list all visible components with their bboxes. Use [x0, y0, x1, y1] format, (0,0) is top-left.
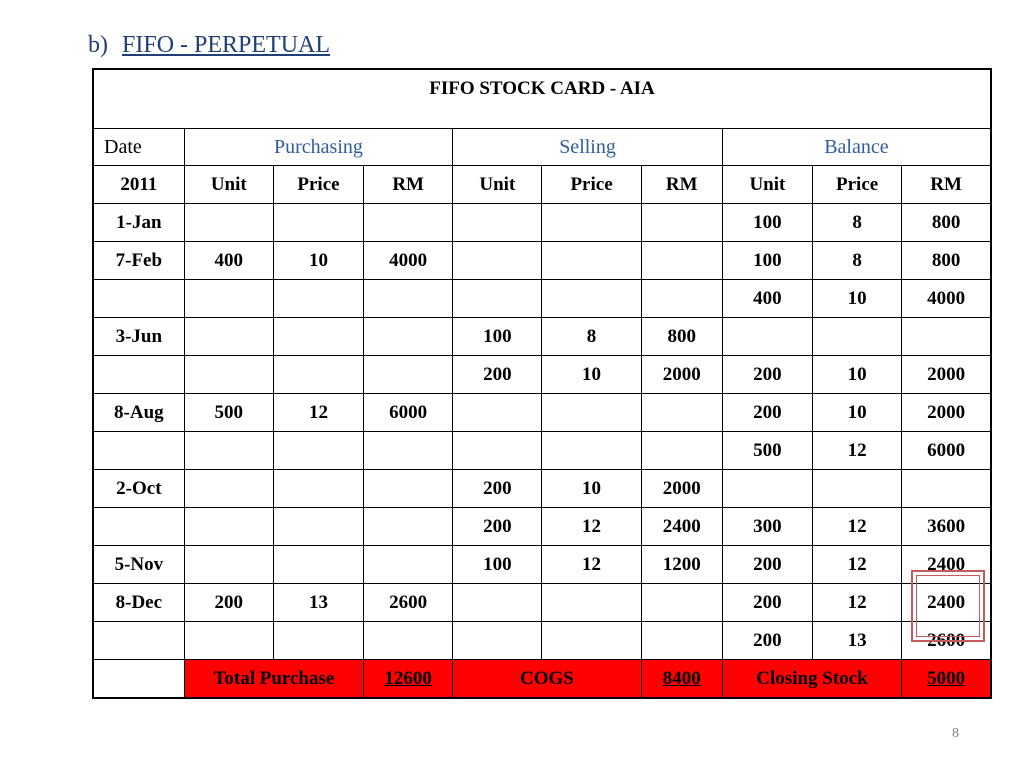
total-purchase-label: Total Purchase — [184, 660, 363, 699]
date-cell — [93, 622, 184, 660]
table-cell — [184, 432, 273, 470]
table-cell: 10 — [542, 470, 641, 508]
table-cell: 6000 — [364, 394, 453, 432]
table-cell: 12 — [813, 432, 902, 470]
table-cell — [184, 356, 273, 394]
header-balance: Balance — [722, 129, 991, 166]
table-cell — [364, 280, 453, 318]
table-cell — [273, 356, 363, 394]
table-cell — [273, 432, 363, 470]
date-cell — [93, 432, 184, 470]
closing-stock-value: 5000 — [902, 660, 991, 699]
fifo-stock-card-table — [92, 68, 992, 699]
table-cell: 4000 — [902, 280, 991, 318]
sub-header-cell: Unit — [722, 166, 812, 204]
table-cell — [273, 280, 363, 318]
table-cell — [813, 470, 902, 508]
table-cell: 200 — [453, 356, 542, 394]
table-cell: 2400 — [902, 584, 991, 622]
table-cell — [273, 622, 363, 660]
table-cell — [364, 508, 453, 546]
sub-header-cell: Unit — [453, 166, 542, 204]
table-cell: 12 — [813, 546, 902, 584]
table-cell — [273, 318, 363, 356]
table-cell: 800 — [902, 204, 991, 242]
table-row — [93, 584, 991, 622]
table-cell: 2600 — [364, 584, 453, 622]
table-cell — [184, 204, 273, 242]
table-cell: 10 — [273, 242, 363, 280]
date-cell: 3-Jun — [93, 318, 184, 356]
sub-header-cell: RM — [641, 166, 722, 204]
table-cell: 400 — [722, 280, 812, 318]
table-cell — [364, 318, 453, 356]
table-row — [93, 280, 991, 318]
date-cell: 8-Dec — [93, 584, 184, 622]
table-cell — [453, 584, 542, 622]
table-cell — [364, 204, 453, 242]
table-cell: 100 — [453, 318, 542, 356]
table-cell — [273, 204, 363, 242]
table-cell: 8 — [813, 204, 902, 242]
date-cell: 8-Aug — [93, 394, 184, 432]
highlight-box — [911, 570, 985, 642]
table-row — [93, 242, 991, 280]
table-row — [93, 546, 991, 584]
heading-label: b) — [88, 32, 108, 58]
table-row — [93, 622, 991, 660]
table-cell — [542, 622, 641, 660]
date-cell — [93, 508, 184, 546]
totals-row — [93, 660, 991, 699]
table-cell: 8 — [542, 318, 641, 356]
table-row — [93, 470, 991, 508]
table-cell — [641, 280, 722, 318]
table-cell: 800 — [902, 242, 991, 280]
closing-stock-label: Closing Stock — [722, 660, 901, 699]
sub-header-cell: Unit — [184, 166, 273, 204]
table-cell — [184, 546, 273, 584]
table-cell: 400 — [184, 242, 273, 280]
table-cell: 12 — [813, 508, 902, 546]
table-cell: 13 — [273, 584, 363, 622]
table-cell: 2600 — [902, 622, 991, 660]
total-purchase-value: 12600 — [364, 660, 453, 699]
date-cell: 7-Feb — [93, 242, 184, 280]
date-cell — [93, 356, 184, 394]
table-cell — [542, 584, 641, 622]
table-cell: 200 — [722, 584, 812, 622]
table-cell — [641, 242, 722, 280]
table-cell — [364, 356, 453, 394]
table-cell — [641, 622, 722, 660]
heading-title: FIFO - PERPETUAL — [122, 32, 331, 58]
table-cell: 300 — [722, 508, 812, 546]
table-row — [93, 432, 991, 470]
table-cell: 100 — [453, 546, 542, 584]
table-cell — [641, 204, 722, 242]
table-cell — [722, 470, 812, 508]
table-cell — [364, 546, 453, 584]
table-cell — [184, 280, 273, 318]
header-purchasing: Purchasing — [184, 129, 453, 166]
table-cell — [453, 622, 542, 660]
table-cell: 12 — [813, 584, 902, 622]
table-cell: 200 — [453, 470, 542, 508]
table-cell — [453, 280, 542, 318]
table-cell: 6000 — [902, 432, 991, 470]
header-date: Date — [93, 129, 184, 166]
table-cell: 2000 — [902, 394, 991, 432]
table-cell — [542, 204, 641, 242]
table-cell — [184, 508, 273, 546]
table-cell: 12 — [273, 394, 363, 432]
sub-header-row — [93, 166, 991, 204]
table-cell: 13 — [813, 622, 902, 660]
table-cell — [542, 394, 641, 432]
table-cell — [641, 432, 722, 470]
sub-header-cell: Price — [813, 166, 902, 204]
table-cell: 100 — [722, 204, 812, 242]
date-cell: 1-Jan — [93, 204, 184, 242]
table-cell — [641, 584, 722, 622]
table-cell: 100 — [722, 242, 812, 280]
table-cell: 200 — [453, 508, 542, 546]
date-cell: 5-Nov — [93, 546, 184, 584]
table-cell — [902, 318, 991, 356]
table-cell: 200 — [184, 584, 273, 622]
table-cell — [722, 318, 812, 356]
table-cell — [902, 470, 991, 508]
table-cell: 2400 — [902, 546, 991, 584]
table-cell — [453, 394, 542, 432]
table-cell: 2400 — [641, 508, 722, 546]
table-cell: 3600 — [902, 508, 991, 546]
table-cell: 1200 — [641, 546, 722, 584]
cogs-value: 8400 — [641, 660, 722, 699]
table-cell: 500 — [722, 432, 812, 470]
table-cell — [453, 204, 542, 242]
sub-header-cell: Price — [542, 166, 641, 204]
table-cell — [542, 432, 641, 470]
table-row — [93, 394, 991, 432]
table-row — [93, 508, 991, 546]
sub-header-cell: 2011 — [93, 166, 184, 204]
table-cell: 10 — [813, 280, 902, 318]
table-cell — [273, 546, 363, 584]
table-cell: 2000 — [641, 356, 722, 394]
table-cell — [184, 470, 273, 508]
table-cell: 12 — [542, 546, 641, 584]
page-number: 8 — [952, 726, 959, 741]
table-cell: 800 — [641, 318, 722, 356]
table-title: FIFO STOCK CARD - AIA — [93, 69, 991, 129]
slide-heading — [88, 32, 330, 59]
date-cell — [93, 280, 184, 318]
table-row — [93, 204, 991, 242]
table-cell — [813, 318, 902, 356]
table-cell — [364, 432, 453, 470]
table-row — [93, 356, 991, 394]
table-cell: 12 — [542, 508, 641, 546]
table-cell: 10 — [813, 356, 902, 394]
sub-header-cell: Price — [273, 166, 363, 204]
table-cell — [364, 470, 453, 508]
table-cell — [364, 622, 453, 660]
table-cell: 4000 — [364, 242, 453, 280]
sub-header-cell: RM — [364, 166, 453, 204]
table-cell — [453, 242, 542, 280]
table-cell — [273, 508, 363, 546]
totals-empty-cell — [93, 660, 184, 699]
table-cell: 10 — [813, 394, 902, 432]
table-cell — [453, 432, 542, 470]
table-cell — [641, 394, 722, 432]
table-cell — [542, 242, 641, 280]
table-cell: 10 — [542, 356, 641, 394]
cogs-label: COGS — [453, 660, 641, 699]
date-cell: 2-Oct — [93, 470, 184, 508]
table-cell: 200 — [722, 356, 812, 394]
table-cell: 500 — [184, 394, 273, 432]
sub-header-cell: RM — [902, 166, 991, 204]
table-cell — [184, 318, 273, 356]
table-cell: 200 — [722, 546, 812, 584]
header-selling: Selling — [453, 129, 723, 166]
table-row — [93, 318, 991, 356]
table-cell — [184, 622, 273, 660]
table-cell — [542, 280, 641, 318]
table-cell: 200 — [722, 394, 812, 432]
table-cell: 2000 — [641, 470, 722, 508]
table-cell: 8 — [813, 242, 902, 280]
table-cell: 2000 — [902, 356, 991, 394]
table-cell: 200 — [722, 622, 812, 660]
table-cell — [273, 470, 363, 508]
